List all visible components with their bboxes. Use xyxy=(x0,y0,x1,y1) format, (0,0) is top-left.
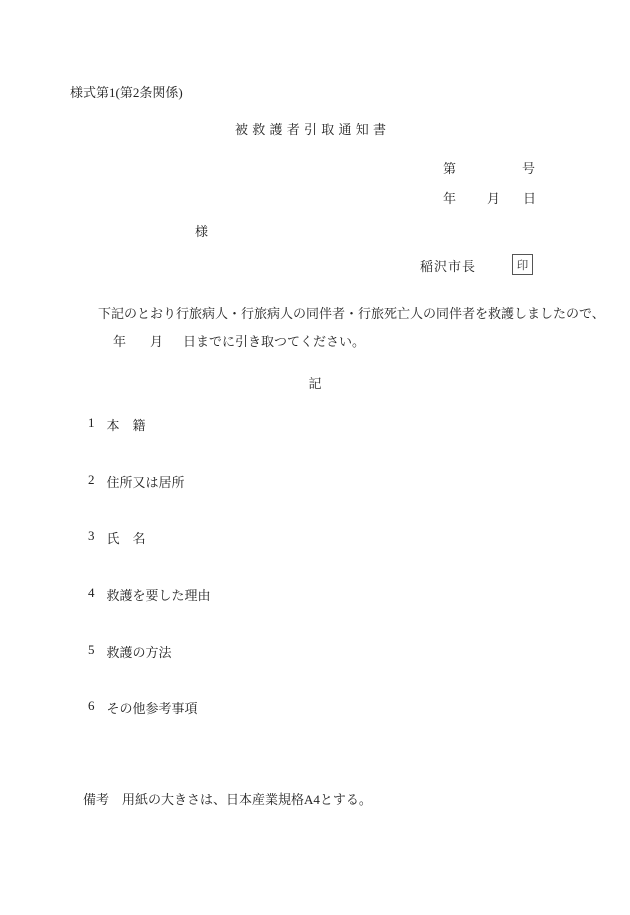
body-deadline-line xyxy=(113,331,365,350)
list-item-name xyxy=(88,528,146,547)
date-year-label: 年 xyxy=(443,191,457,206)
remarks-text: 用紙の大きさは、日本産業規格A4とする。 xyxy=(122,792,372,807)
list-item-reason xyxy=(88,585,211,604)
list-item-address xyxy=(88,472,185,491)
date-month-label: 月 xyxy=(487,191,501,206)
number-suffix: 号 xyxy=(522,161,536,176)
number-prefix: 第 xyxy=(443,161,457,176)
item-label: 救護の方法 xyxy=(106,645,172,660)
document-title: 被 救 護 者 引 取 通 知 書 xyxy=(235,122,387,137)
item-label: 本 籍 xyxy=(106,418,146,433)
item-label: 救護を要した理由 xyxy=(106,588,211,603)
section-marker-ki: 記 xyxy=(308,376,322,391)
addressee-honorific: 様 xyxy=(195,224,209,239)
list-item-other xyxy=(88,698,198,717)
item-number: 3 xyxy=(88,528,95,543)
deadline-rest-text: 日までに引き取つてください。 xyxy=(183,334,366,349)
item-number: 6 xyxy=(88,698,95,713)
item-number: 2 xyxy=(88,472,95,487)
form-number-label: 様式第1(第2条関係) xyxy=(70,85,183,100)
seal-icon: 印 xyxy=(516,259,529,272)
item-number: 1 xyxy=(88,415,95,430)
item-label: 住所又は居所 xyxy=(106,475,185,490)
list-item-method xyxy=(88,642,172,661)
deadline-month-label: 月 xyxy=(150,334,164,349)
item-number: 5 xyxy=(88,642,95,657)
document-number-line xyxy=(443,158,535,177)
remarks-note xyxy=(83,789,372,808)
body-paragraph-line1: 下記のとおり行旅病人・行旅病人の同伴者・行旅死亡人の同伴者を救護しましたので、 xyxy=(98,306,605,321)
date-day-label: 日 xyxy=(523,191,537,206)
deadline-year-label: 年 xyxy=(113,334,127,349)
item-label: 氏 名 xyxy=(106,531,146,546)
item-label: その他参考事項 xyxy=(106,701,198,716)
remarks-label: 備考 xyxy=(83,792,110,807)
list-item-honseki xyxy=(88,415,146,434)
sender-title: 稲沢市長 xyxy=(420,259,477,274)
seal-mark-box xyxy=(512,254,533,275)
item-number: 4 xyxy=(88,585,95,600)
date-line xyxy=(443,188,536,207)
